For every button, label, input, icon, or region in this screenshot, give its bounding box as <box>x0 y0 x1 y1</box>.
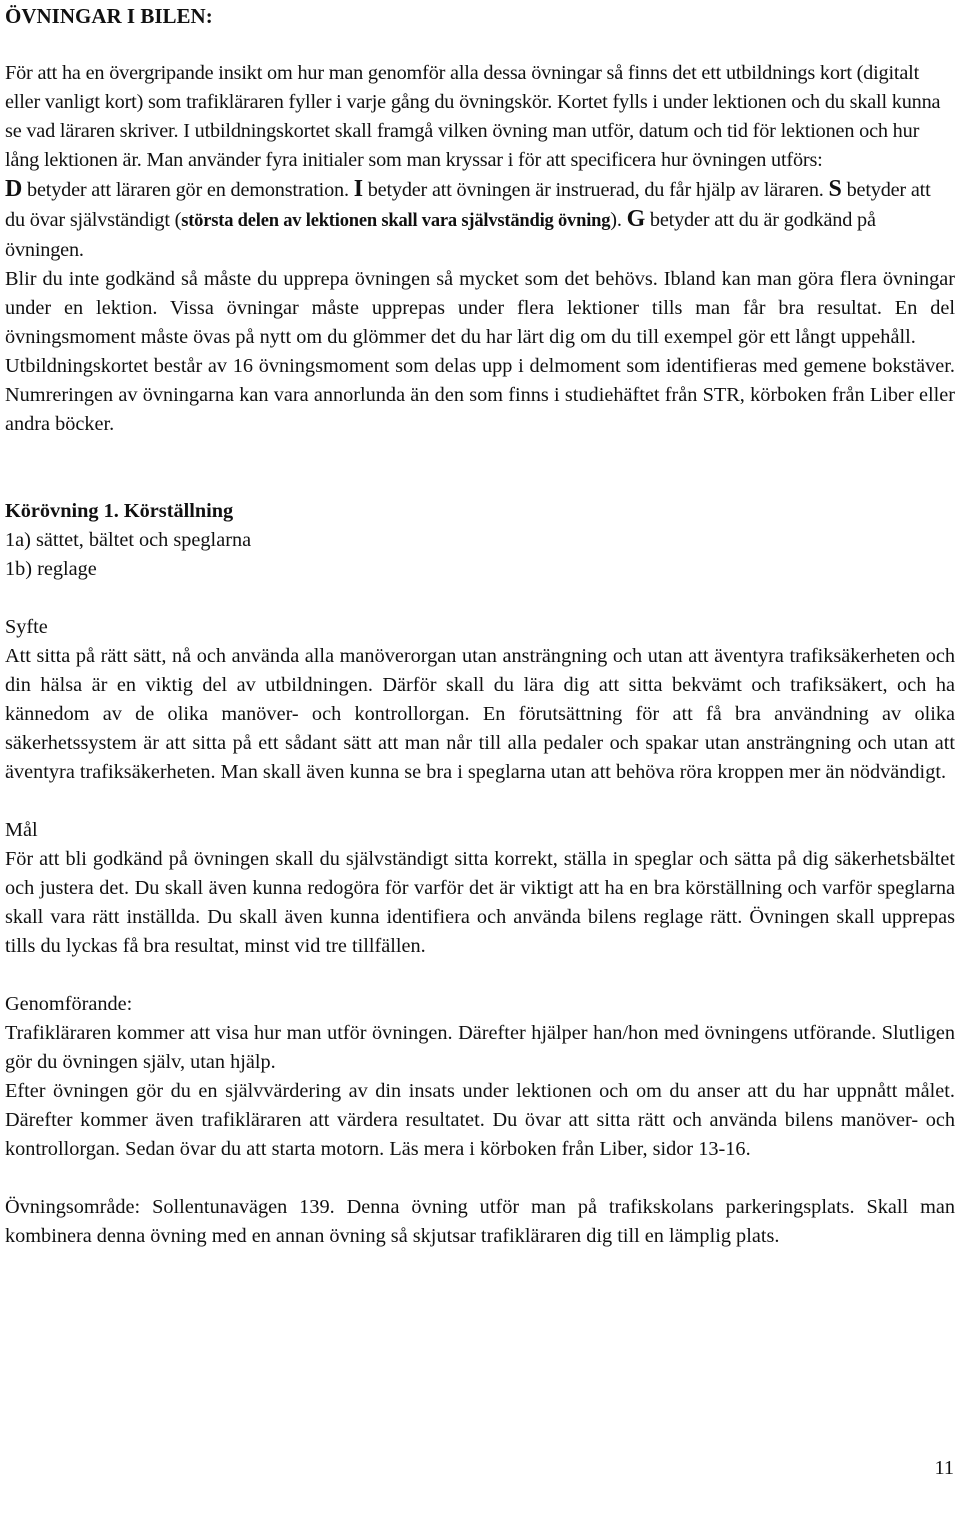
intro-paragraph-3: Utbildningskortet består av 16 övningsmoment som delas upp i delmoment som identifieras med gemene bokstäver. Numreringen av övningarna kan vara annorlunda än den som finns i studiehäftet från STR, körboken från Liber eller andra böcker. <box>5 355 955 435</box>
initial-s-text: betyder att du övar självständigt ( <box>5 179 931 231</box>
syfte-heading: Syfte <box>5 616 48 638</box>
intro-paragraph <box>5 59 955 265</box>
exercise-sub-b: 1b) reglage <box>5 558 97 580</box>
intro-text: För att ha en övergripande insikt om hur man genomför alla dessa övningar så finns det ett utbildnings kort (digitalt eller vanligt kort) som trafikläraren fyller i varje gång du övningskör. Kortet fylls i under lektionen och du skall kunna se vad läraren skriver. I utbildningskortet skall framgå vilken övning man utför, datum och tid för lektionen och hur lång lektionen är. Man använder fyra initialer som man kryssar i för att specificera hur övningen utförs: <box>5 62 941 171</box>
page-number: 11 <box>934 1457 954 1479</box>
ovningsomrade-text: Övningsområde: Sollentunavägen 139. Denna övning utför man på trafikskolans parkeringsplats. Skall man kombinera denna övning med en annan övning så skjutsar trafikläraren dig till en lämplig plats. <box>5 1196 955 1247</box>
initial-g-text: betyder att du är godkänd på övningen. <box>5 209 876 261</box>
document-page <box>5 2 955 1251</box>
initial-s: S <box>828 176 842 202</box>
intro-paragraph-2: Blir du inte godkänd så måste du upprepa övningen så mycket som det behövs. Ibland kan man göra flera övningar under en lektion. Vissa övningar måste upprepas under flera lektioner tills man får bra resultat. En del övningsmoment måste övas på nytt om du glömmer det du har lärt dig om du till exempel gör ett långt uppehåll. <box>5 268 955 348</box>
initial-d: D <box>5 176 23 202</box>
mal-heading: Mål <box>5 819 38 841</box>
initial-s-close: ). <box>610 209 627 231</box>
initial-g: G <box>626 206 646 232</box>
syfte-text: Att sitta på rätt sätt, nå och använda alla manöverorgan utan ansträngning och utan att äventyra trafiksäkerheten och din hälsa är en viktig del av utbildningen. Därför skall du lära dig att sitta bekvämt och trafiksäkert, och ha kännedom av de olika manöver- och kontrollorgan. En förutsättning för att få bra användning av olika säkerhetssystem är att sitta på ett sådant sätt att man når till alla pedaler och spakar utan ansträngning och utan att äventyra trafiksäkerheten. Man skall även kunna se bra i speglarna utan att behöva röra kroppen mer än nödvändigt. <box>5 645 955 783</box>
genomforande-heading: Genomförande: <box>5 993 133 1015</box>
mal-text: För att bli godkänd på övningen skall du självständigt sitta korrekt, ställa in speglar och sätta på dig säkerhetsbältet och justera det. Du skall även kunna redogöra för varför det är viktigt att ha en bra körställning och varför speglarna skall vara rätt inställda. Du skall även kunna identifiera och använda bilens reglage rätt. Övningen skall upprepas tills du lyckas få bra resultat, minst vid tre tillfällen. <box>5 848 955 957</box>
genomforande-text-2: Efter övningen gör du en självvärdering av din insats under lektionen och om du anser att du har uppnått målet. Därefter kommer även trafikläraren att värdera resultatet. Du övar att sitta rätt och använda bilens manöver- och kontrollorgan. Sedan övar du att starta motorn. Läs mera i körboken från Liber, sidor 13-16. <box>5 1080 955 1160</box>
page-heading: ÖVNINGAR I BILEN: <box>5 4 213 28</box>
exercise-title: Körövning 1. Körställning <box>5 500 234 522</box>
exercise-sub-a: 1a) sättet, bältet och speglarna <box>5 529 252 551</box>
initial-s-bold: största delen av lektionen skall vara självständig övning <box>181 211 611 231</box>
genomforande-text-1: Trafikläraren kommer att visa hur man utför övningen. Därefter hjälper han/hon med övningens utförande. Slutligen gör du övningen själv, utan hjälp. <box>5 1022 955 1073</box>
initial-i-text: betyder att övningen är instruerad, du får hjälp av läraren. <box>362 179 829 201</box>
initial-d-text: betyder att läraren gör en demonstration. <box>22 179 354 201</box>
initial-i: I <box>353 176 363 202</box>
